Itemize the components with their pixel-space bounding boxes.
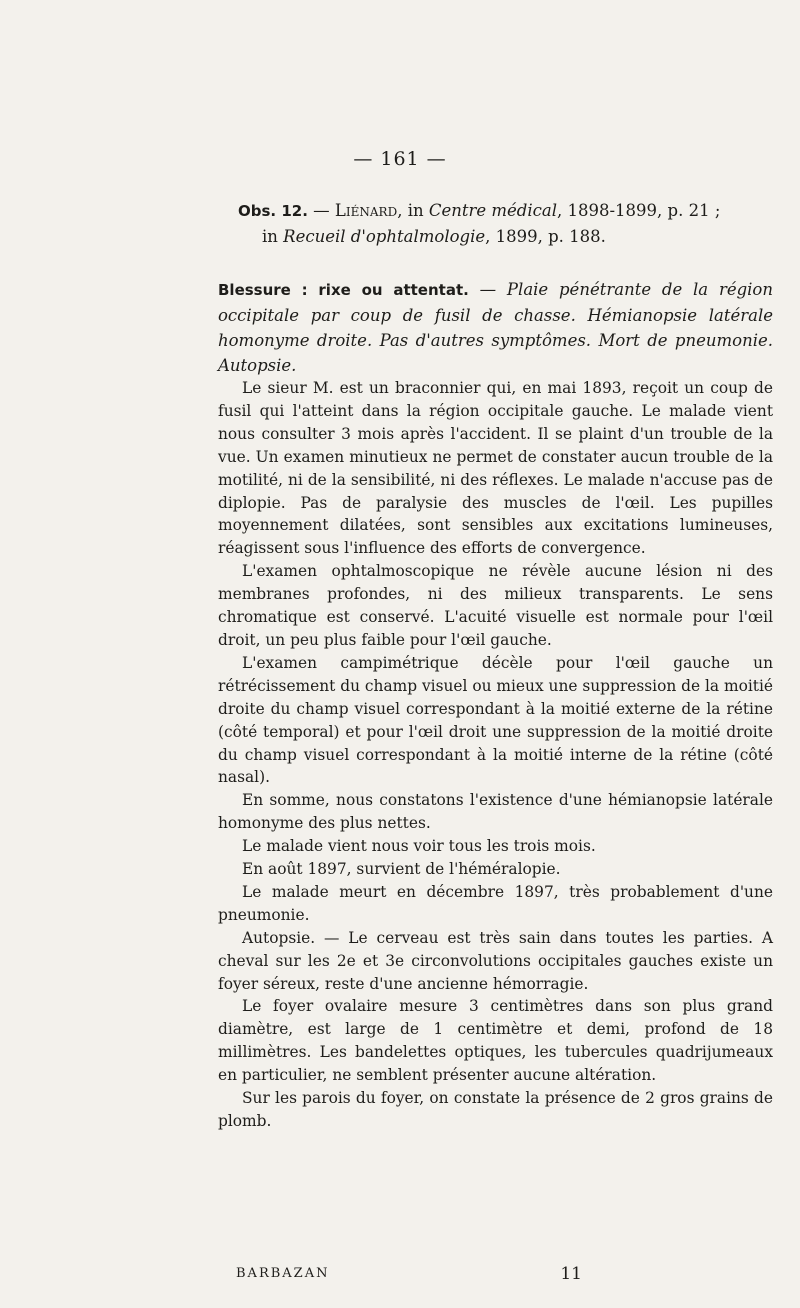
author: Liénard (334, 201, 398, 220)
summary-text: — Plaie pénétrante de la région occipitale par coup de fusil de chasse. Hémianopsie latérale homonyme droite. Pas d'autres symptômes. Mort de pneumonie. Autopsie. (218, 280, 773, 375)
paragraph: En somme, nous constatons l'existence d'une hémianopsie latérale homonyme des plus nettes. (218, 791, 773, 833)
paragraph: Le sieur M. est un braconnier qui, en mai 1893, reçoit un coup de fusil qui l'atteint dans la région occipitale gauche. Le malade vient nous consulter 3 mois après l'accident. Il se plaint d'un trouble de la vue. Un examen minutieux ne permet de constater aucun trouble de la motilité, ni de la sensibilité, ni des réflexes. Le malade n'accuse pas de diplopie. Pas de paralysie des muscles de l'œil. Les pupilles moyennement dilatées, sont sensibles aux excitations lumineuses, réagissent sous l'influence des efforts de convergence. (218, 379, 773, 558)
paragraph: L'examen campimétrique décèle pour l'œil gauche un rétrécissement du champ visuel ou mieux une suppression de la moitié droite du champ visuel correspondant à la moitié externe de la rétine (côté temporal) et pour l'œil droit une suppression de la moitié droite du champ visuel correspondant à la moitié interne de la rétine (côté nasal). (218, 653, 773, 787)
summary-heading: Blessure : rixe ou attentat. (218, 281, 469, 299)
body-text (218, 377, 773, 1133)
paragraph: L'examen ophtalmoscopique ne révèle aucune lésion ni des membranes profondes, ni des milieux transparents. Le sens chromatique est conservé. L'acuité visuelle est normale pour l'œil droit, un peu plus faible pour l'œil gauche. (218, 562, 773, 649)
paragraph: Le foyer ovalaire mesure 3 centimètres dans son plus grand diamètre, est large de 1 centimètre et demi, profond de 18 millimètres. Les bandelettes optiques, les tubercules quadrijumeaux en particulier, ne semblent présenter aucune altération. (218, 997, 773, 1085)
sheet-number: 11 (560, 1264, 582, 1284)
journal-title: Centre médical (428, 201, 557, 220)
page-number: — 161 — (353, 148, 447, 170)
paragraph: En août 1897, survient de l'héméralopie. (242, 860, 561, 879)
observation-reference (238, 198, 778, 249)
paragraph: Sur les parois du foyer, on constate la présence de 2 gros grains de plomb. (218, 1089, 773, 1130)
observation-label: Obs. 12. (238, 202, 308, 220)
journal-title-2: Recueil d'ophtalmologie (283, 227, 486, 246)
printer-signature: BARBAZAN (236, 1266, 330, 1281)
paragraph: Le malade vient nous voir tous les trois mois. (242, 837, 596, 856)
paragraph: Le malade meurt en décembre 1897, très probablement d'une pneumonie. (218, 882, 773, 924)
page-footer (236, 1264, 756, 1284)
reference-line-1: Obs. 12. — Liénard, in Centre médical, 1898-1899, p. 21 ; (238, 201, 721, 220)
reference-line-2: in Recueil d'ophtalmologie, 1899, p. 188. (262, 227, 606, 246)
paragraph: Autopsie. — Le cerveau est très sain dans toutes les parties. A cheval sur les 2e et 3e circonvolutions occipitales gauches existe un foyer séreux, reste d'une ancienne hémorragie. (218, 928, 773, 993)
case-summary (218, 277, 773, 378)
